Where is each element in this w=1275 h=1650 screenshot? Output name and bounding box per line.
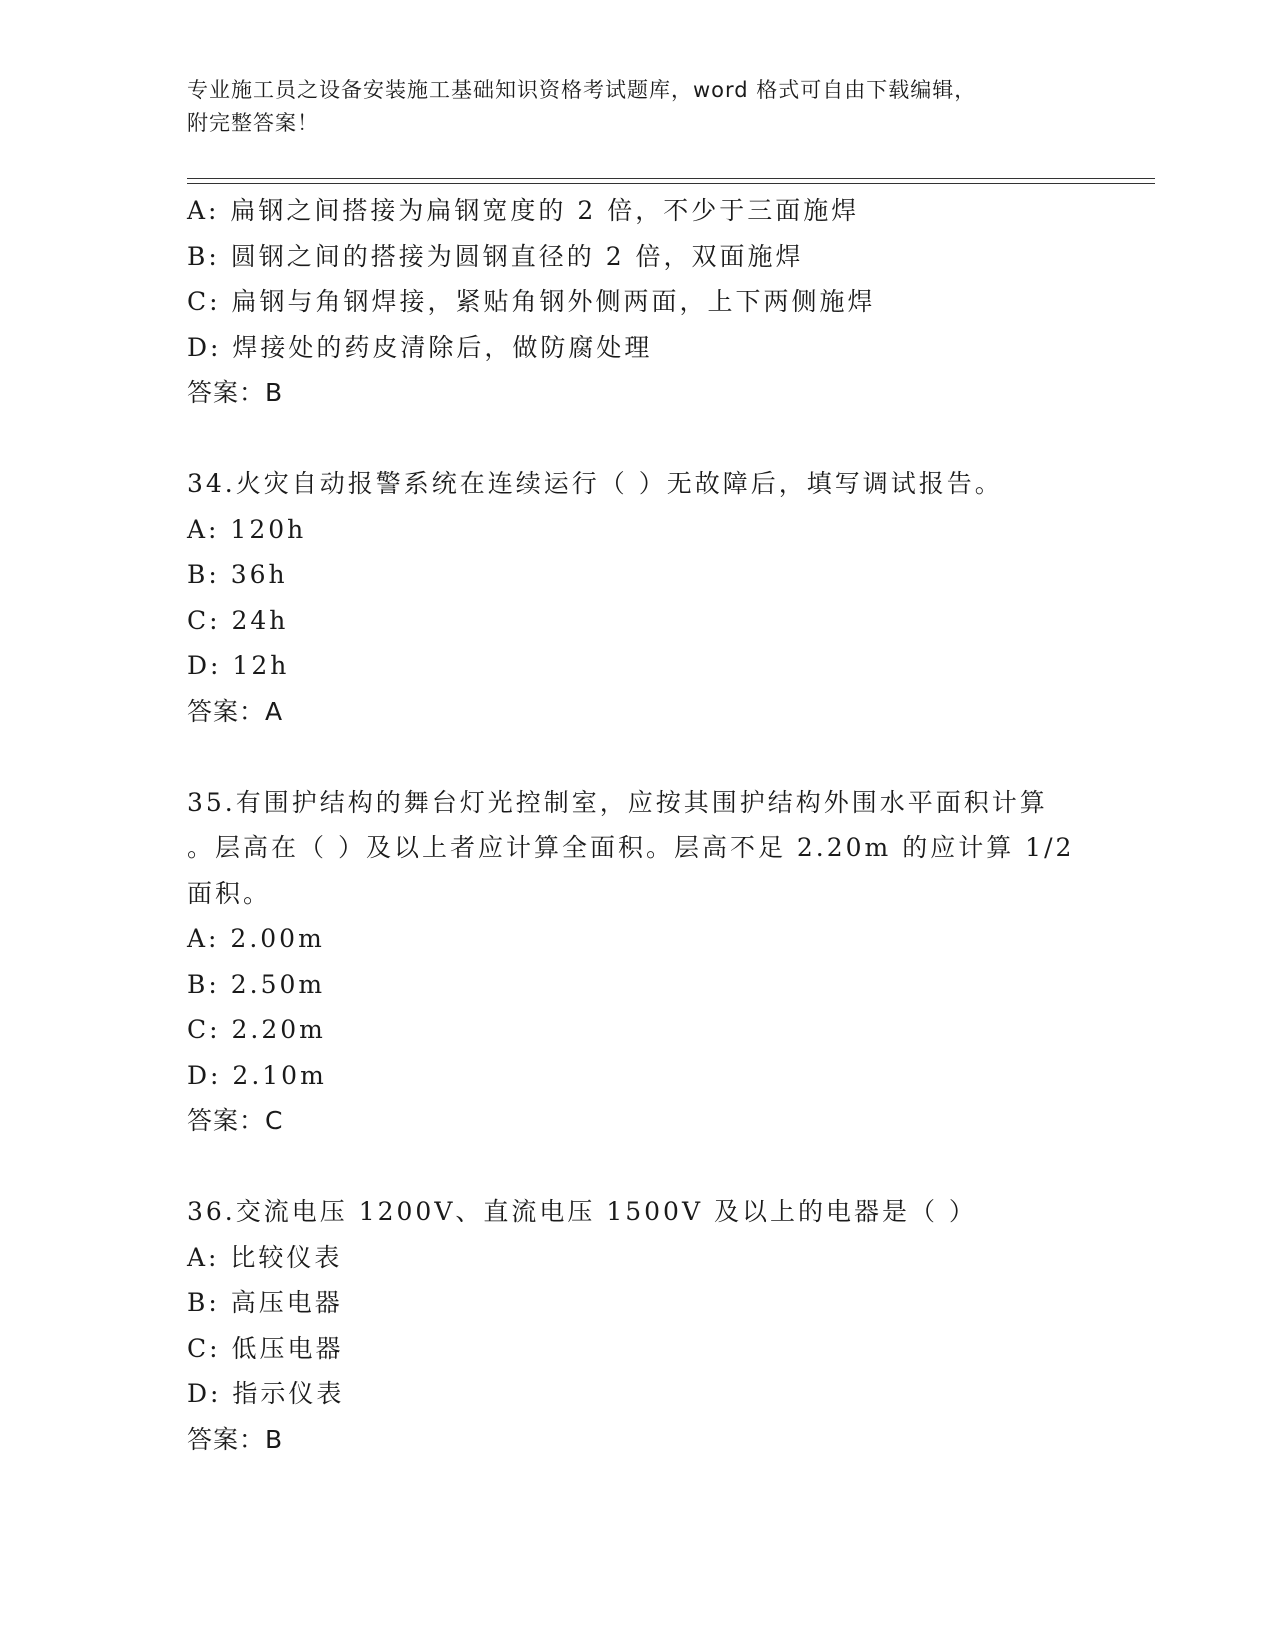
question-34-text: 34.火灾自动报警系统在连续运行（ ）无故障后，填写调试报告。	[187, 469, 1003, 498]
header-divider	[187, 178, 1155, 184]
spacer	[187, 416, 1087, 462]
option-b: B: 高压电器	[187, 1288, 343, 1317]
document-header	[187, 74, 1047, 140]
spacer	[187, 1144, 1087, 1190]
question-35-line-1: 35.有围护结构的舞台灯光控制室，应按其围护结构外围水平面积计算	[187, 787, 1048, 817]
question-36-text: 36.交流电压 1200V、直流电压 1500V 及以上的电器是（ ）	[187, 1197, 977, 1226]
option-b: B: 2.50m	[187, 969, 326, 999]
question-list	[187, 188, 1087, 1462]
spacer	[187, 734, 1087, 780]
question-35-text	[187, 780, 1087, 917]
option-d: D: 12h	[187, 651, 290, 680]
answer-33: 答案：B	[187, 378, 284, 407]
option-c: C: 24h	[187, 605, 289, 635]
question-34	[187, 461, 1087, 734]
option-a: A: 2.00m	[187, 924, 325, 953]
question-33	[187, 188, 1087, 416]
option-b: B: 圆钢之间的搭接为圆钢直径的 2 倍，双面施焊	[187, 241, 804, 271]
answer-35: 答案：C	[187, 1106, 284, 1135]
question-35	[187, 780, 1087, 1144]
option-a: A: 扁钢之间搭接为扁钢宽度的 2 倍，不少于三面施焊	[187, 196, 860, 225]
option-c: C: 扁钢与角钢焊接，紧贴角钢外侧两面，上下两侧施焊	[187, 287, 876, 316]
question-35-line-2: 。层高在（ ）及以上者应计算全面积。层高不足 2.20m 的应计算 1/2	[187, 833, 1075, 862]
option-c: C: 低压电器	[187, 1333, 344, 1363]
answer-34: 答案：A	[187, 696, 284, 726]
answer-36: 答案：B	[187, 1424, 284, 1454]
option-c: C: 2.20m	[187, 1015, 326, 1044]
option-d: D: 焊接处的药皮清除后，做防腐处理	[187, 332, 653, 362]
header-line-1: 专业施工员之设备安装施工基础知识资格考试题库，word 格式可自由下载编辑，	[187, 78, 977, 102]
header-line-2: 附完整答案！	[187, 111, 319, 135]
option-d: D: 指示仪表	[187, 1379, 345, 1408]
question-35-line-3: 面积。	[187, 878, 272, 908]
option-a: A: 比较仪表	[187, 1242, 343, 1272]
question-36	[187, 1189, 1087, 1462]
option-a: A: 120h	[187, 514, 307, 544]
option-d: D: 2.10m	[187, 1060, 327, 1090]
option-b: B: 36h	[187, 560, 288, 589]
